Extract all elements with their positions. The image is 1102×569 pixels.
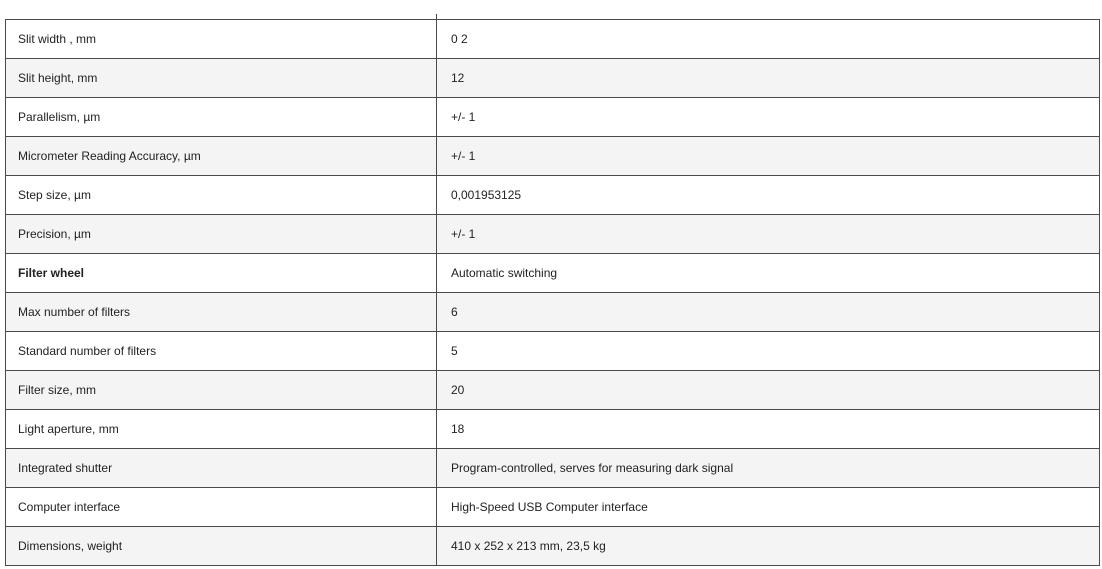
row-label: Integrated shutter (6, 449, 437, 488)
row-label: Standard number of filters (6, 332, 437, 371)
row-value: 20 (437, 371, 1100, 410)
spec-table-body (6, 20, 1100, 566)
row-value: 5 (437, 332, 1100, 371)
row-value: +/- 1 (437, 98, 1100, 137)
row-value: Automatic switching (437, 254, 1100, 293)
table-row (6, 410, 1100, 449)
row-value: High-Speed USB Computer interface (437, 488, 1100, 527)
table-row (6, 20, 1100, 59)
row-label: Slit width , mm (6, 20, 437, 59)
row-value: 0 2 (437, 20, 1100, 59)
row-label: Filter wheel (6, 254, 437, 293)
row-label: Micrometer Reading Accuracy, µm (6, 137, 437, 176)
table-row (6, 449, 1100, 488)
table-row (6, 59, 1100, 98)
row-label: Dimensions, weight (6, 527, 437, 566)
table-row (6, 176, 1100, 215)
row-value: +/- 1 (437, 215, 1100, 254)
table-row (6, 215, 1100, 254)
row-value: 18 (437, 410, 1100, 449)
table-row (6, 293, 1100, 332)
row-label: Precision, µm (6, 215, 437, 254)
row-label: Parallelism, µm (6, 98, 437, 137)
row-label: Slit height, mm (6, 59, 437, 98)
row-label: Step size, µm (6, 176, 437, 215)
table-row (6, 137, 1100, 176)
table-row (6, 371, 1100, 410)
table-row (6, 332, 1100, 371)
row-value: 6 (437, 293, 1100, 332)
table-row (6, 488, 1100, 527)
row-value: +/- 1 (437, 137, 1100, 176)
table-row (6, 527, 1100, 566)
row-label: Computer interface (6, 488, 437, 527)
table-row (6, 98, 1100, 137)
row-label: Light aperture, mm (6, 410, 437, 449)
row-value: Program-controlled, serves for measuring dark signal (437, 449, 1100, 488)
row-value: 410 x 252 x 213 mm, 23,5 kg (437, 527, 1100, 566)
row-value: 0,001953125 (437, 176, 1100, 215)
row-label: Filter size, mm (6, 371, 437, 410)
table-row-section-header (6, 254, 1100, 293)
spec-table (5, 19, 1100, 566)
row-value: 12 (437, 59, 1100, 98)
row-label: Max number of filters (6, 293, 437, 332)
